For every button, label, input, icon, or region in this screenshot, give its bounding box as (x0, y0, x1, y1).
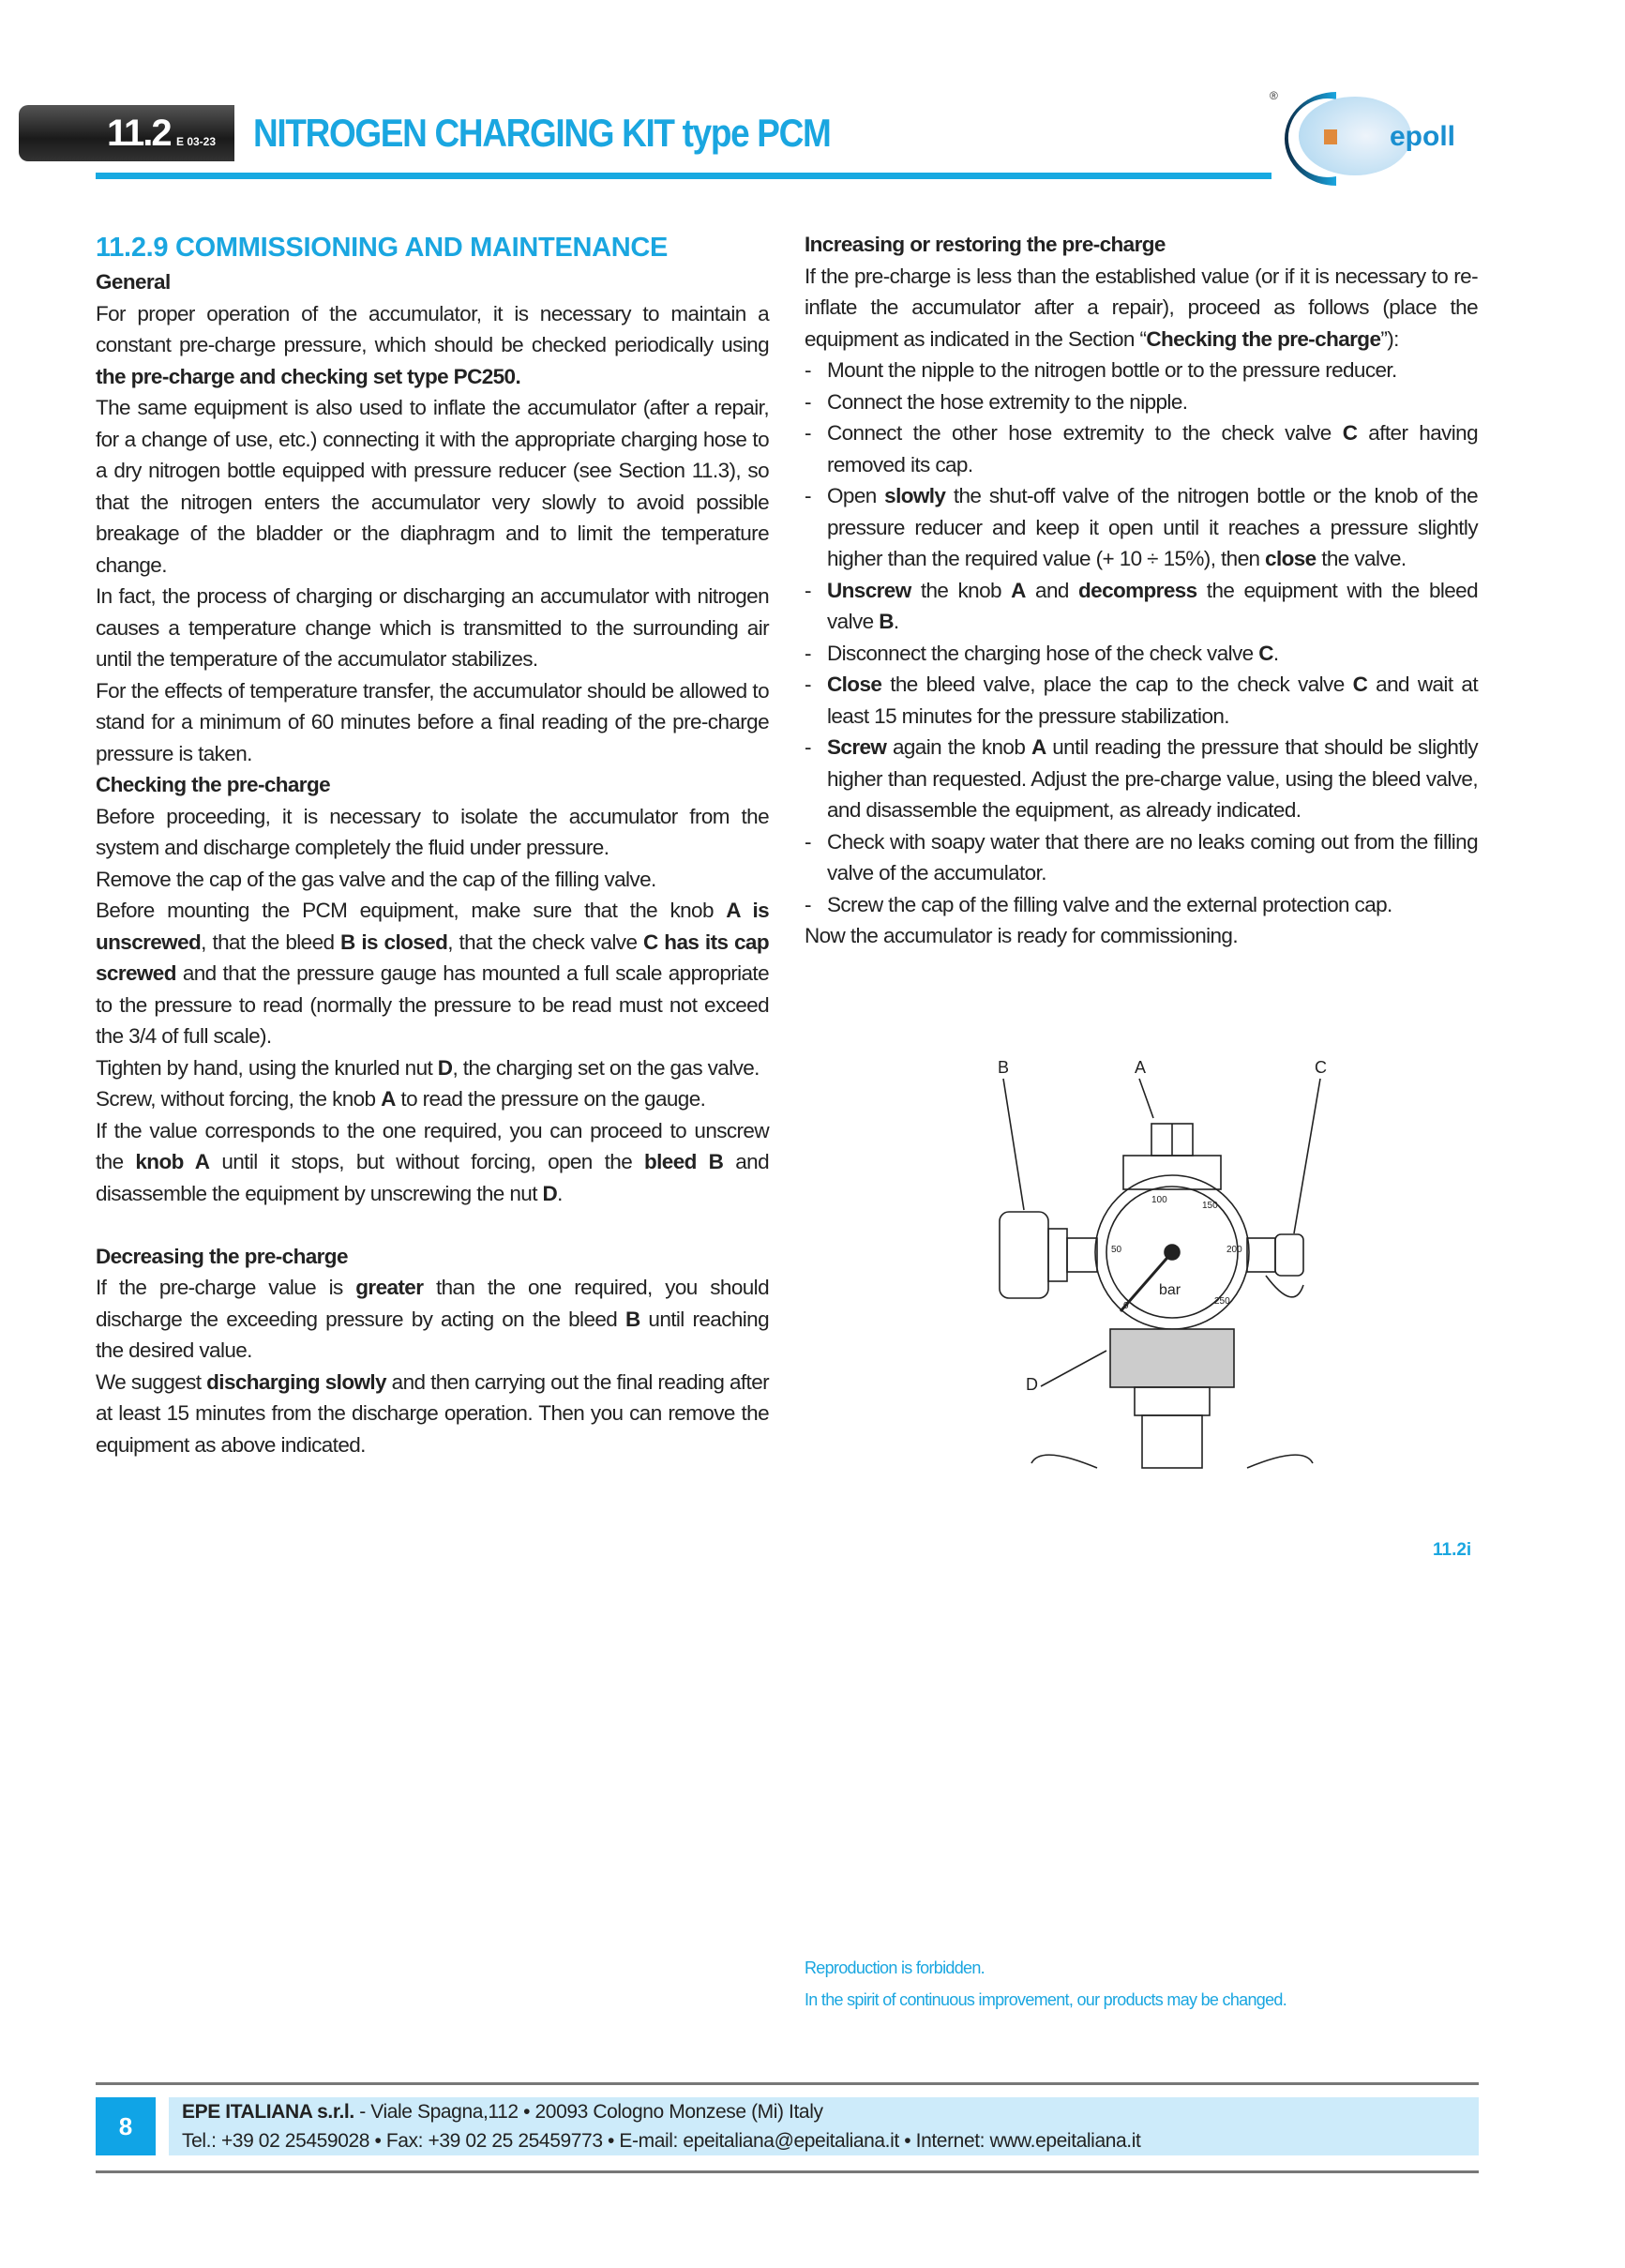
step-item: - Connect the hose extremity to the nipple. (805, 386, 1478, 418)
label-b: B (998, 1058, 1010, 1077)
closing-line: Now the accumulator is ready for commissioning. (805, 924, 1238, 947)
page-number: 8 (96, 2097, 156, 2155)
svg-text:50: 50 (1111, 1245, 1122, 1255)
paragraph: For the effects of temperature transfer, the accumulator should be allowed to stand for a minimum of 60 minutes before a final reading of the pre-charge pressure is taken. (96, 678, 769, 765)
page-title: NITROGEN CHARGING KIT type PCM (253, 111, 831, 155)
company-address: - Viale Spagna,112 • 20093 Cologno Monzese (Mi) Italy (354, 2101, 823, 2123)
paragraph: Before mounting the PCM equipment, make sure that the knob A is unscrewed, that the bleed B is closed, that the check valve C has its cap screwed and that the pressure gauge has mounted a full scale appropriate to the pressure to read (normally the pressure to be read must not exceed the 3/4 of full scale). (96, 899, 770, 1048)
title-rule (96, 173, 1271, 179)
section-number: 11.2 (107, 113, 171, 154)
label-d: D (1026, 1375, 1038, 1394)
company-contacts: Tel.: +39 02 25459028 • Fax: +39 02 25 25459773 • E-mail: epeitaliana@epeitaliana.it • Internet: www.epeitaliana.it (182, 2130, 1141, 2152)
label-c: C (1315, 1058, 1327, 1077)
label-a: A (1135, 1058, 1147, 1077)
paragraph: The same equipment is also used to inflate the accumulator (after a repair, for a change of use, etc.) connecting it with the appropriate charging hose to a dry nitrogen bottle equipped with pressure reducer (see Section 11.3), so that the nitrogen enters the accumulator very slowly to avoid possible breakage of the bladder or the diaphragm and to limit the temperature change. (96, 396, 769, 577)
logo-text: epoll (1390, 121, 1456, 152)
paragraph: Tighten by hand, using the knurled nut D, the charging set on the gas valve. (96, 1055, 760, 1080)
steps-list (805, 355, 1478, 920)
epoll-logo (1266, 83, 1491, 186)
step-item: - Disconnect the charging hose of the check valve C. (805, 638, 1478, 670)
svg-text:250: 250 (1214, 1296, 1230, 1307)
section-tab (19, 105, 234, 161)
footer-bottom-rule (96, 2170, 1479, 2173)
footer-band (169, 2097, 1479, 2155)
note-improvement: In the spirit of continuous improvement, our products may be changed. (805, 1990, 1287, 2009)
subheading-increasing: Increasing or restoring the pre-charge (805, 233, 1166, 256)
svg-text:200: 200 (1226, 1245, 1242, 1255)
svg-text:150: 150 (1202, 1201, 1218, 1211)
paragraph: Screw, without forcing, the knob A to read the pressure on the gauge. (96, 1087, 706, 1111)
paragraph: For proper operation of the accumulator, it is necessary to maintain a constant pre-charge pressure, which should be checked periodically using the pre-charge and checking set type PC250. (96, 301, 769, 388)
svg-text:®: ® (1270, 89, 1278, 102)
svg-text:100: 100 (1151, 1195, 1167, 1205)
gauge-unit: bar (1159, 1282, 1181, 1298)
paragraph: If the pre-charge is less than the established value (or if it is necessary to re-inflate the accumulator after a repair), proceed as follows (place the equipment as indicated in the Section “Checking the pre-charge”): (805, 264, 1478, 351)
paragraph: If the value corresponds to the one required, you can proceed to unscrew the knob A until it stops, but without forcing, open the bleed B and disassemble the equipment by unscrewing the nut D. (96, 1118, 769, 1205)
step-item: - Open slowly the shut-off valve of the nitrogen bottle or the knob of the pressure reducer and keep it open until it reaches a pressure slightly higher than the required value (+ 10 ÷ 15%), then close the valve. (805, 480, 1478, 575)
company-name: EPE ITALIANA s.r.l. (182, 2101, 354, 2123)
paragraph: Remove the cap of the gas valve and the cap of the filling valve. (96, 867, 656, 891)
right-column (805, 229, 1478, 952)
step-item: - Screw the cap of the filling valve and the external protection cap. (805, 889, 1478, 921)
footer-top-rule (96, 2082, 1479, 2085)
left-column (96, 229, 769, 1460)
step-item: - Mount the nipple to the nitrogen bottle or to the pressure reducer. (805, 355, 1478, 386)
step-item: - Check with soapy water that there are no leaks coming out from the filling valve of the accumulator. (805, 826, 1478, 889)
paragraph: In fact, the process of charging or discharging an accumulator with nitrogen causes a temperature change which is transmitted to the surrounding air until the temperature of the accumulator stabilizes. (96, 584, 769, 671)
svg-text:0: 0 (1123, 1301, 1129, 1311)
section-heading: 11.2.9 COMMISSIONING AND MAINTENANCE (96, 233, 669, 263)
charging-kit-diagram (985, 1051, 1341, 1482)
paragraph: If the pre-charge value is greater than the one required, you should discharge the exceeding pressure by acting on the bleed B until reaching the desired value. (96, 1276, 769, 1362)
step-item: - Screw again the knob A until reading the pressure that should be slightly higher than requested. Adjust the pre-charge value, using the bleed valve, and disassemble the equipment, as already indicated. (805, 732, 1478, 826)
subheading-decreasing: Decreasing the pre-charge (96, 1244, 348, 1268)
paragraph: Before proceeding, it is necessary to isolate the accumulator from the system and discharge completely the fluid under pressure. (96, 804, 769, 859)
subheading-checking: Checking the pre-charge (96, 773, 331, 796)
figure-caption: 11.2i (1433, 1540, 1472, 1560)
edition: E 03-23 (176, 135, 217, 148)
paragraph: We suggest discharging slowly and then carrying out the final reading after at least 15 minutes from the discharge operation. Then you can remove the equipment as above indicated. (96, 1369, 769, 1457)
subheading-general: General (96, 270, 171, 294)
step-item: - Connect the other hose extremity to the check valve C after having removed its cap. (805, 417, 1478, 480)
step-item: - Close the bleed valve, place the cap to the check valve C and wait at least 15 minutes for the pressure stabilization. (805, 669, 1478, 732)
note-reproduction: Reproduction is forbidden. (805, 1958, 985, 1977)
step-item: - Unscrew the knob A and decompress the equipment with the bleed valve B. (805, 575, 1478, 638)
